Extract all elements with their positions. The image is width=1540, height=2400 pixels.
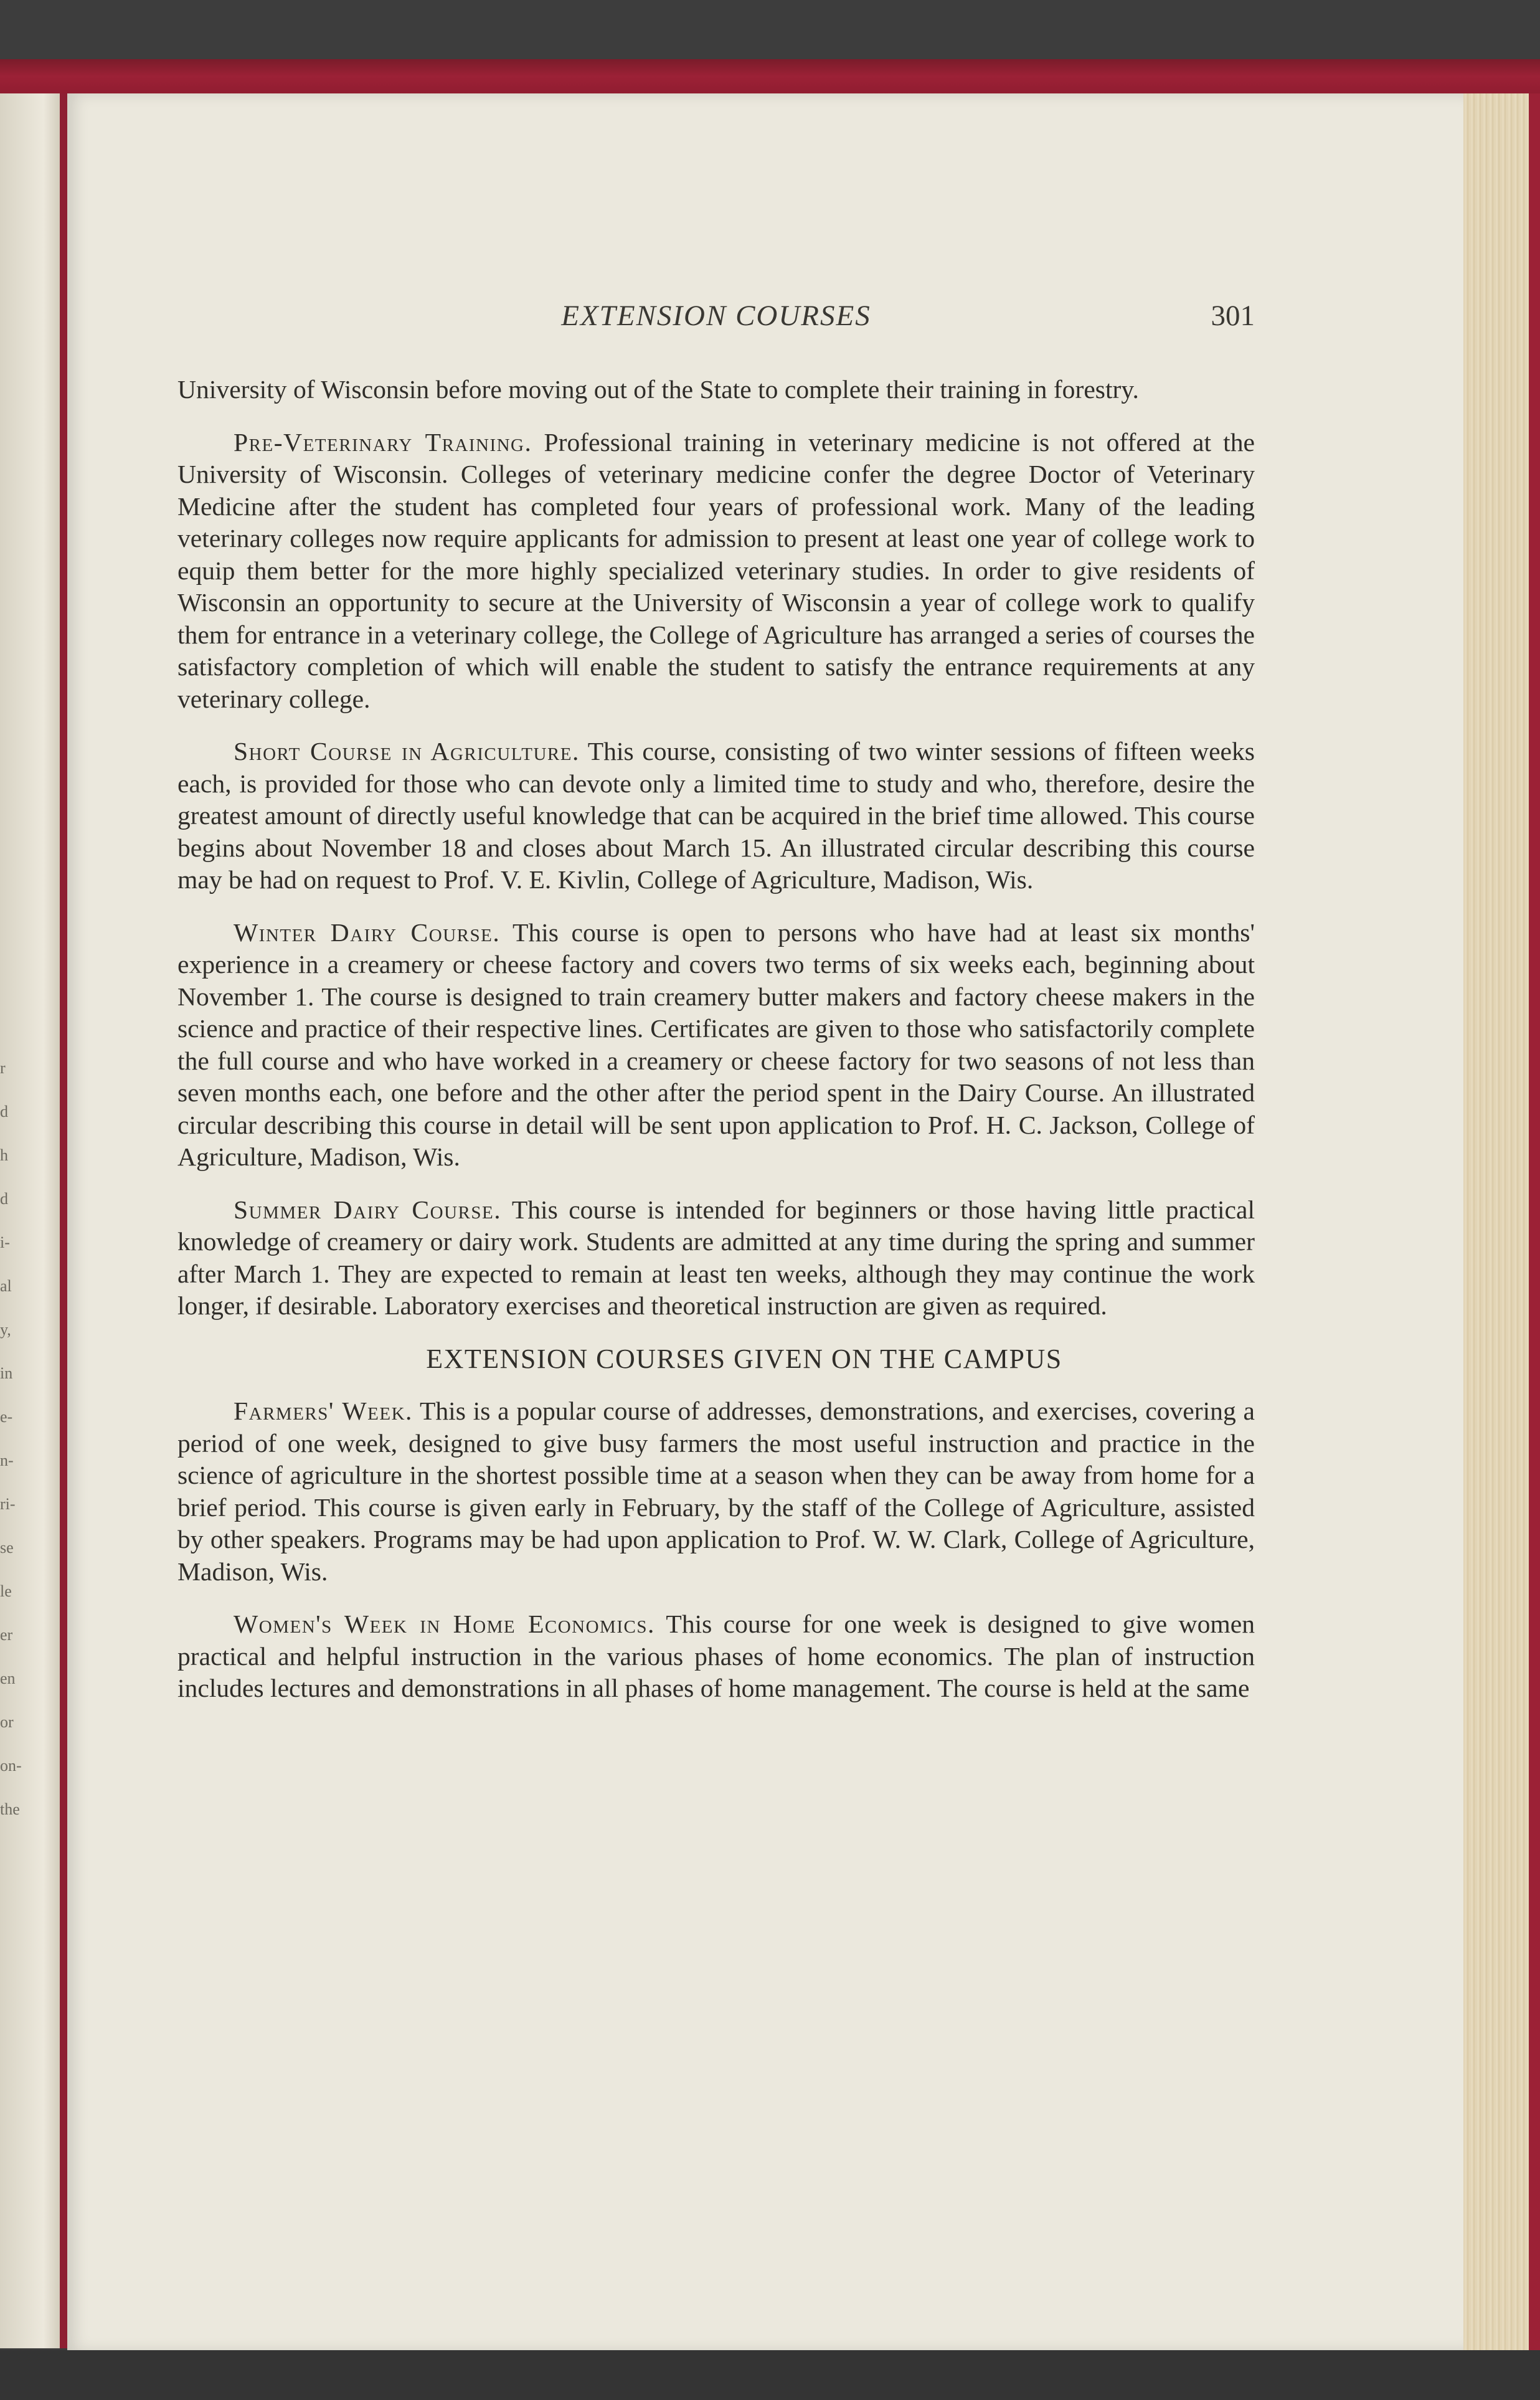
margin-mark: le: [0, 1582, 12, 1600]
margin-mark: in: [0, 1364, 13, 1382]
paragraph-lead: Farmers' Week.: [234, 1397, 413, 1425]
margin-mark: i-: [0, 1233, 10, 1251]
paragraph-lead: Short Course in Agriculture.: [234, 737, 580, 766]
paragraph-lead: Pre-Veterinary Training.: [234, 427, 532, 457]
paragraph-text: This course for one week is designed to give women practical and helpful instruction in the various phases of home economics. The plan of instruction includes lectures and demonstrations in all phases of home management. The course is held at the same: [177, 1610, 1255, 1702]
margin-mark: h: [0, 1146, 8, 1164]
margin-mark: en: [0, 1669, 16, 1687]
facing-page-margin-text: [0, 1046, 21, 2168]
paragraph: [177, 427, 1255, 716]
margin-mark: the: [0, 1800, 20, 1818]
paragraph-text: This is a popular course of addresses, demonstrations, and exercises, covering a period of one week, designed to give busy farmers the most useful instruction and practice in the science of agriculture in the shortest possible time at a season when they can be away from home for a brief period. This course is given early in February, by the staff of the College of Agriculture, assisted by other speakers. Programs may be had upon application to Prof. W. W. Clark, College of Agriculture, Madison, Wis.: [177, 1397, 1255, 1586]
paragraph: [177, 1194, 1255, 1322]
back-cover-edge: [1529, 93, 1540, 2351]
page-header: [177, 299, 1255, 343]
margin-mark: y,: [0, 1321, 11, 1339]
margin-mark: al: [0, 1277, 12, 1295]
paragraph-text: This course is intended for beginners or those having little practical knowledge of creamery or dairy work. Students are admitted at any time during the spring and summer after March 1. They are expected to remain at least ten weeks, although they may continue the work longer, if desirable. Laboratory exercises and theoretical instruction are given as required.: [177, 1195, 1255, 1320]
margin-mark: e-: [0, 1408, 13, 1426]
paragraph-lead: Winter Dairy Course.: [234, 918, 501, 947]
paragraph-text: This course, consisting of two winter sessions of fifteen weeks each, is provided for those who can devote only a limited time to study and who, therefore, desire the greatest amount of directly useful knowledge that can be acquired in the brief time allowed. This course begins about November 18 and closes about March 15. An illustrated circular describing this course may be had on request to Prof. V. E. Kivlin, College of Agriculture, Madison, Wis.: [177, 737, 1255, 894]
paragraph: [177, 374, 1255, 406]
paragraph-text: Professional training in veterinary medicine is not offered at the University of Wisconsin. Colleges of veterinary medicine confer the degree Doctor of Veterinary Medicine after the student has completed four years of professional work. Many of the leading veterinary colleges now require applicants for admission to present at least one year of college work to equip them better for the more highly specialized veterinary studies. In order to give residents of Wisconsin an opportunity to secure at the University of Wisconsin a year of college work to qualify them for entrance in a veterinary college, the College of Agriculture has arranged a series of courses the satisfactory completion of which will enable the student to satisfy the entrance requirements at any veterinary college.: [177, 427, 1255, 713]
paragraph-lead: Summer Dairy Course.: [234, 1195, 502, 1224]
paragraph: [177, 736, 1255, 896]
margin-mark: se: [0, 1539, 14, 1557]
background-bottom: [0, 2350, 1540, 2400]
margin-mark: or: [0, 1713, 14, 1731]
running-title: EXTENSION COURSES: [561, 300, 871, 332]
page-body: [177, 374, 1255, 1725]
page-number: 301: [1211, 300, 1255, 332]
paragraph: [177, 1395, 1255, 1588]
margin-mark: d: [0, 1190, 8, 1208]
paragraph-text: University of Wisconsin before moving out of the State to complete their training in forestry.: [177, 375, 1139, 404]
margin-mark: er: [0, 1626, 13, 1644]
margin-mark: ri-: [0, 1495, 16, 1513]
margin-mark: r: [0, 1059, 6, 1077]
margin-mark: d: [0, 1103, 8, 1121]
paragraph: [177, 1608, 1255, 1705]
paragraph-lead: Women's Week in Home Economics.: [234, 1610, 655, 1638]
section-heading: EXTENSION COURSES GIVEN ON THE CAMPUS: [426, 1343, 1062, 1374]
margin-mark: n-: [0, 1451, 14, 1469]
paragraph-text: This course is open to persons who have had at least six months' experience in a creamery or cheese factory and covers two terms of six weeks each, beginning about November 1. The course is designed to train creamery butter makers and factory cheese makers in the science and practice of their respective lines. Certificates are given to those who satisfactorily complete the full course and who have worked in a creamery or cheese factory for two seasons of not less than seven months each, one before and the other after the period spent in the Dairy Course. An illustrated circular describing this course in detail will be sent upon application to Prof. H. C. Jackson, College of Agriculture, Madison, Wis.: [177, 918, 1255, 1171]
margin-mark: on-: [0, 1757, 22, 1775]
paragraph: [177, 917, 1255, 1174]
background-top: [0, 0, 1540, 65]
